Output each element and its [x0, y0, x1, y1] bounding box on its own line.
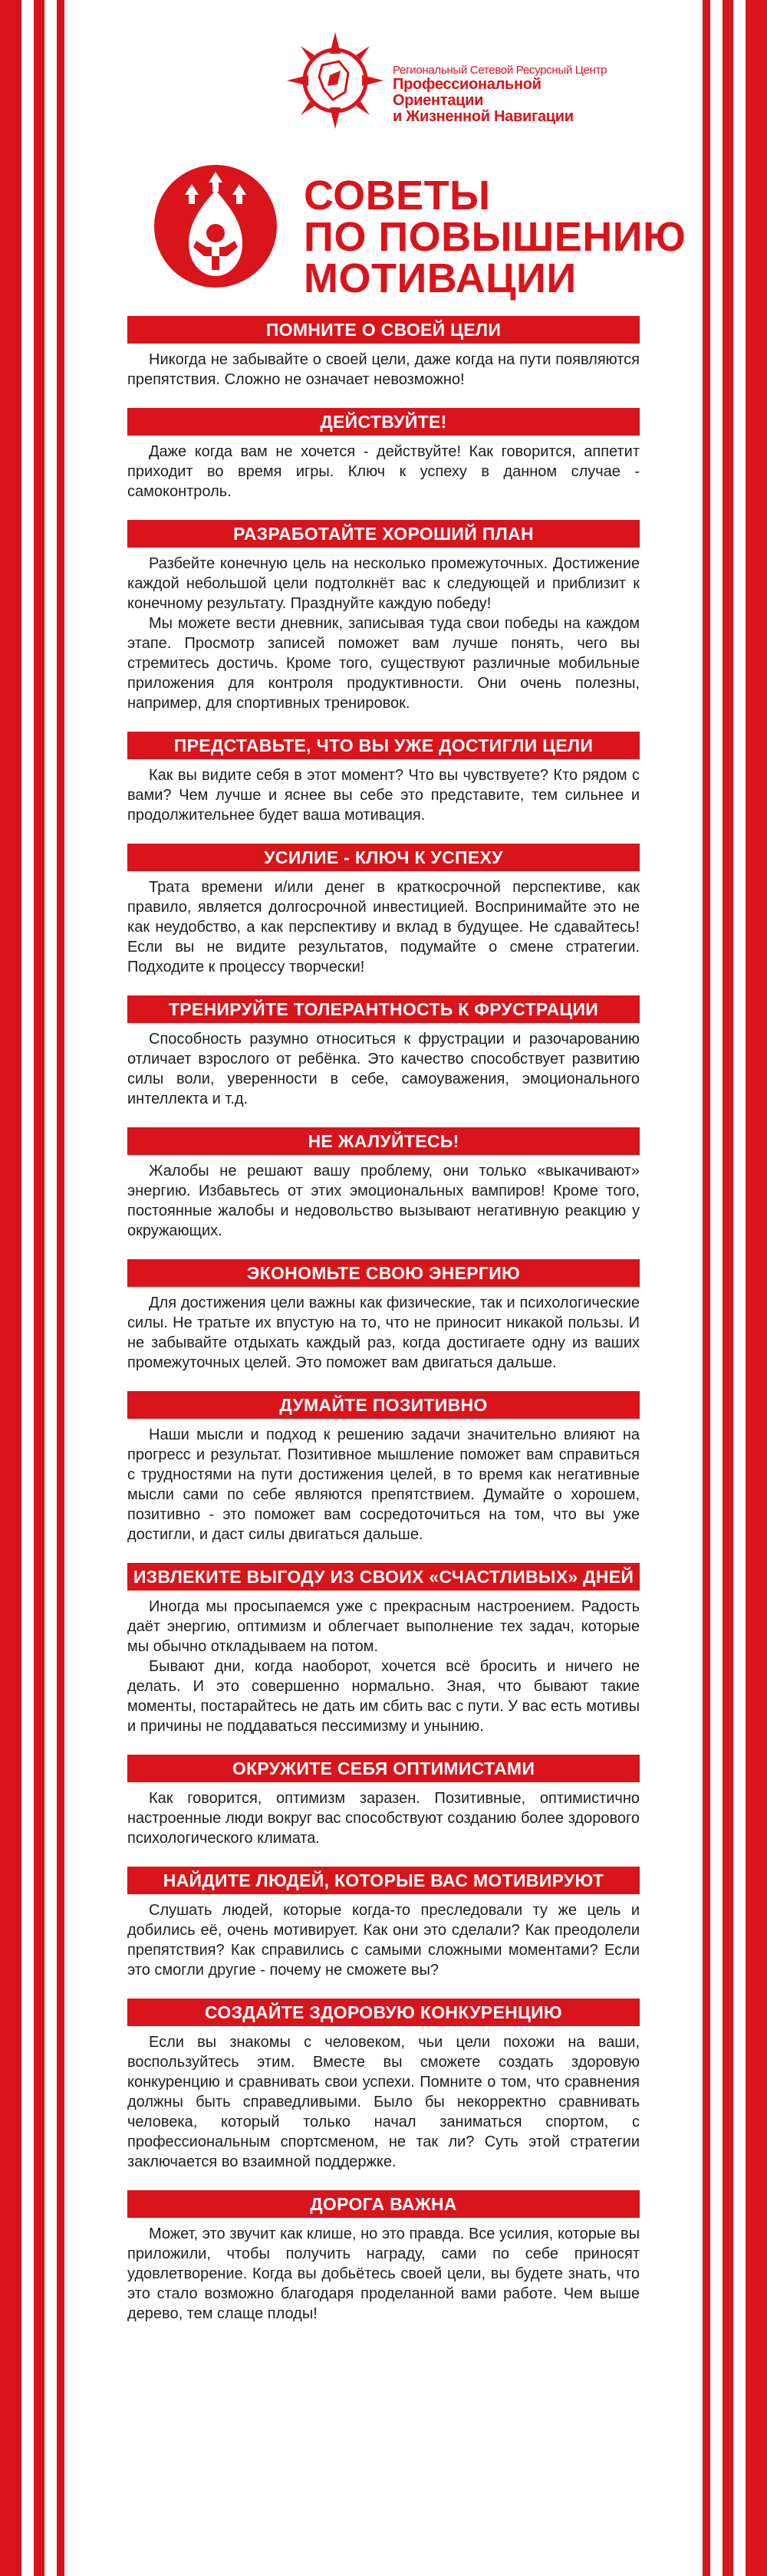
- motivation-person-icon: [150, 161, 281, 291]
- tip-section: [127, 1999, 640, 2172]
- tip-paragraph: Разбейте конечную цель на несколько промежуточных. Достижение каждой небольшой цели подтолкнёт вас к следующей и приблизит к конечному результату. Празднуйте каждую победу!: [127, 555, 640, 612]
- tip-section: [127, 1867, 640, 1980]
- page-title-line-2: ПО ПОВЫШЕНИЮ: [304, 214, 686, 260]
- tip-title: ИЗВЛЕКИТЕ ВЫГОДУ ИЗ СВОИХ «СЧАСТЛИВЫХ» ДНЕЙ: [127, 1563, 640, 1591]
- right-stripe-inner: [703, 0, 710, 2576]
- tip-title: ДЕЙСТВУЙТЕ!: [127, 408, 640, 436]
- page-title-line-3: МОТИВАЦИИ: [304, 255, 577, 301]
- tip-title: РАЗРАБОТАЙТЕ ХОРОШИЙ ПЛАН: [127, 520, 640, 548]
- tip-section: [127, 520, 640, 713]
- tip-section: [127, 408, 640, 502]
- tip-section: [127, 995, 640, 1109]
- tip-title: УСИЛИЕ - КЛЮЧ К УСПЕХУ: [127, 844, 640, 871]
- page-title: [304, 175, 687, 299]
- tip-title: ПОМНИТЕ О СВОЕЙ ЦЕЛИ: [127, 316, 640, 344]
- tip-section: [127, 316, 640, 390]
- hero-header: [150, 161, 687, 299]
- left-stripe-outer: [0, 0, 21, 2576]
- logo-line-2: Профессиональной Ориентации: [393, 75, 542, 109]
- tip-paragraph: Для достижения цели важны как физические, так и психологические силы. Не тратьте их впустую на то, что не приносит никакой пользы. И не забывайте отдыхать каждый раз, когда достигаете одну из ваших промежуточных целей. Это поможет вам двигаться дальше.: [127, 1295, 640, 1371]
- tip-title: ТРЕНИРУЙТЕ ТОЛЕРАНТНОСТЬ К ФРУСТРАЦИИ: [127, 995, 640, 1023]
- tip-title: ЭКОНОМЬТЕ СВОЮ ЭНЕРГИЮ: [127, 1259, 640, 1287]
- tip-title: ДОРОГА ВАЖНА: [127, 2190, 640, 2218]
- tip-paragraph: Никогда не забывайте о своей цели, даже когда на пути появляются препятствия. Сложно не означает невозможно!: [127, 351, 640, 388]
- tip-paragraph: Слушать людей, которые когда-то преследовали ту же цель и добились её, очень мотивирует. Как они это сделали? Как преодолели препятствия? Как справились с самыми сложными моментами? Если это смогли другие - почему не сможете вы?: [127, 1902, 640, 1979]
- tip-title: НАЙДИТЕ ЛЮДЕЙ, КОТОРЫЕ ВАС МОТИВИРУЮТ: [127, 1867, 640, 1894]
- tip-section: [127, 1563, 640, 1736]
- tip-paragraph: Трата времени и/или денег в краткосрочной перспективе, как правило, является долгосрочной инвестицией. Воспринимайте это не как неудобство, а как перспективу и вклад в будущее. Не сдавайтесь! Если вы не видите результатов, подумайте о смене стратегии. Подходите к процессу творчески!: [127, 879, 640, 975]
- logo-line-1: Региональный Сетевой Ресурсный Центр: [393, 64, 607, 77]
- tip-section: [127, 732, 640, 825]
- tip-title: ДУМАЙТЕ ПОЗИТИВНО: [127, 1391, 640, 1419]
- page-title-line-1: СОВЕТЫ: [304, 173, 491, 219]
- tip-paragraph: Как вы видите себя в этот момент? Что вы чувствуете? Кто рядом с вами? Чем лучше и яснее вы себе это представите, тем сильнее и продолжительнее будет ваша мотивация.: [127, 767, 640, 824]
- left-stripe-middle: [34, 0, 44, 2576]
- left-stripe-inner: [57, 0, 64, 2576]
- tip-paragraph: Может, это звучит как клише, но это правда. Все усилия, которые вы приложили, чтобы получить награду, сами по себе приносят удовлетворение. Когда вы добьётесь своей цели, вы будете знать, что это стало возможно благодаря проделанной вами работе. Чем выше дерево, тем слаще плоды!: [127, 2226, 640, 2322]
- tip-section: [127, 2190, 640, 2324]
- tip-paragraph: Иногда мы просыпаемся уже с прекрасным настроением. Радость даёт энергию, оптимизм и облегчает выполнение тех задач, которые мы обычно откладываем на потом.: [127, 1598, 640, 1655]
- right-stripe-outer: [746, 0, 767, 2576]
- tips-list: [127, 316, 640, 2342]
- tip-section: [127, 1391, 640, 1545]
- tip-title: СОЗДАЙТЕ ЗДОРОВУЮ КОНКУРЕНЦИЮ: [127, 1999, 640, 2026]
- compass-logo-icon: [285, 31, 385, 130]
- logo-line-3: и Жизненной Навигации: [393, 107, 574, 125]
- tip-paragraph: Как говорится, оптимизм заразен. Позитивные, оптимистично настроенные люди вокруг вас способствуют созданию более здорового психологического климата.: [127, 1790, 640, 1847]
- right-stripe-middle: [723, 0, 733, 2576]
- logo-text: [393, 64, 623, 125]
- tip-paragraph: Мы можете вести дневник, записывая туда свои победы на каждом этапе. Просмотр записей поможет вам лучше понять, чего вы стремитесь достичь. Кроме того, существуют различные мобильные приложения для контроля продуктивности. Они очень полезны, например, для спортивных тренировок.: [127, 615, 640, 712]
- tip-section: [127, 1127, 640, 1241]
- tip-paragraph: Жалобы не решают вашу проблему, они только «выкачивают» энергию. Избавьтесь от этих эмоциональных вампиров! Кроме того, постоянные жалобы и недовольство вызывают негативную реакцию у окружающих.: [127, 1163, 640, 1239]
- tip-paragraph: Если вы знакомы с человеком, чьи цели похожи на ваши, воспользуйтесь этим. Вместе вы сможете создать здоровую конкуренцию и сравнивать свои успехи. Помните о том, что сравнения должны быть справедливыми. Было бы некорректно сравнивать человека, который только начал заниматься спортом, с профессиональным спортсменом, не так ли? Суть этой стратегии заключается во взаимной поддержке.: [127, 2034, 640, 2170]
- tip-section: [127, 1755, 640, 1848]
- tip-title: ОКРУЖИТЕ СЕБЯ ОПТИМИСТАМИ: [127, 1755, 640, 1782]
- tip-section: [127, 1259, 640, 1373]
- tip-title: НЕ ЖАЛУЙТЕСЬ!: [127, 1127, 640, 1155]
- tip-section: [127, 844, 640, 977]
- tip-paragraph: Наши мысли и подход к решению задачи значительно влияют на прогресс и результат. Позитивное мышление поможет вам справиться с трудностями на пути достижения целей, в то время как негативные мысли сами по себе являются препятствием. Думайте о хорошем, позитивно - это поможет вам сосредоточиться на том, что вы уже достигли, и даст силы двигаться дальше.: [127, 1426, 640, 1543]
- tip-paragraph: Даже когда вам не хочется - действуйте! Как говорится, аппетит приходит во время игры. Ключ к успеху в данном случае - самоконтроль.: [127, 443, 640, 500]
- tip-title: ПРЕДСТАВЬТЕ, ЧТО ВЫ УЖЕ ДОСТИГЛИ ЦЕЛИ: [127, 732, 640, 759]
- tip-paragraph: Бывают дни, когда наоборот, хочется всё бросить и ничего не делать. И это совершенно нормально. Зная, что бывают такие моменты, постарайтесь не дать им сбить вас с пути. У вас есть мотивы и причины не поддаваться пессимизму и унынию.: [127, 1658, 640, 1735]
- header-logo: [285, 31, 607, 130]
- tip-paragraph: Способность разумно относиться к фрустрации и разочарованию отличает взрослого от ребёнка. Это качество способствует развитию силы воли, уверенности в себе, самоуважения, эмоционального интеллекта и т.д.: [127, 1031, 640, 1107]
